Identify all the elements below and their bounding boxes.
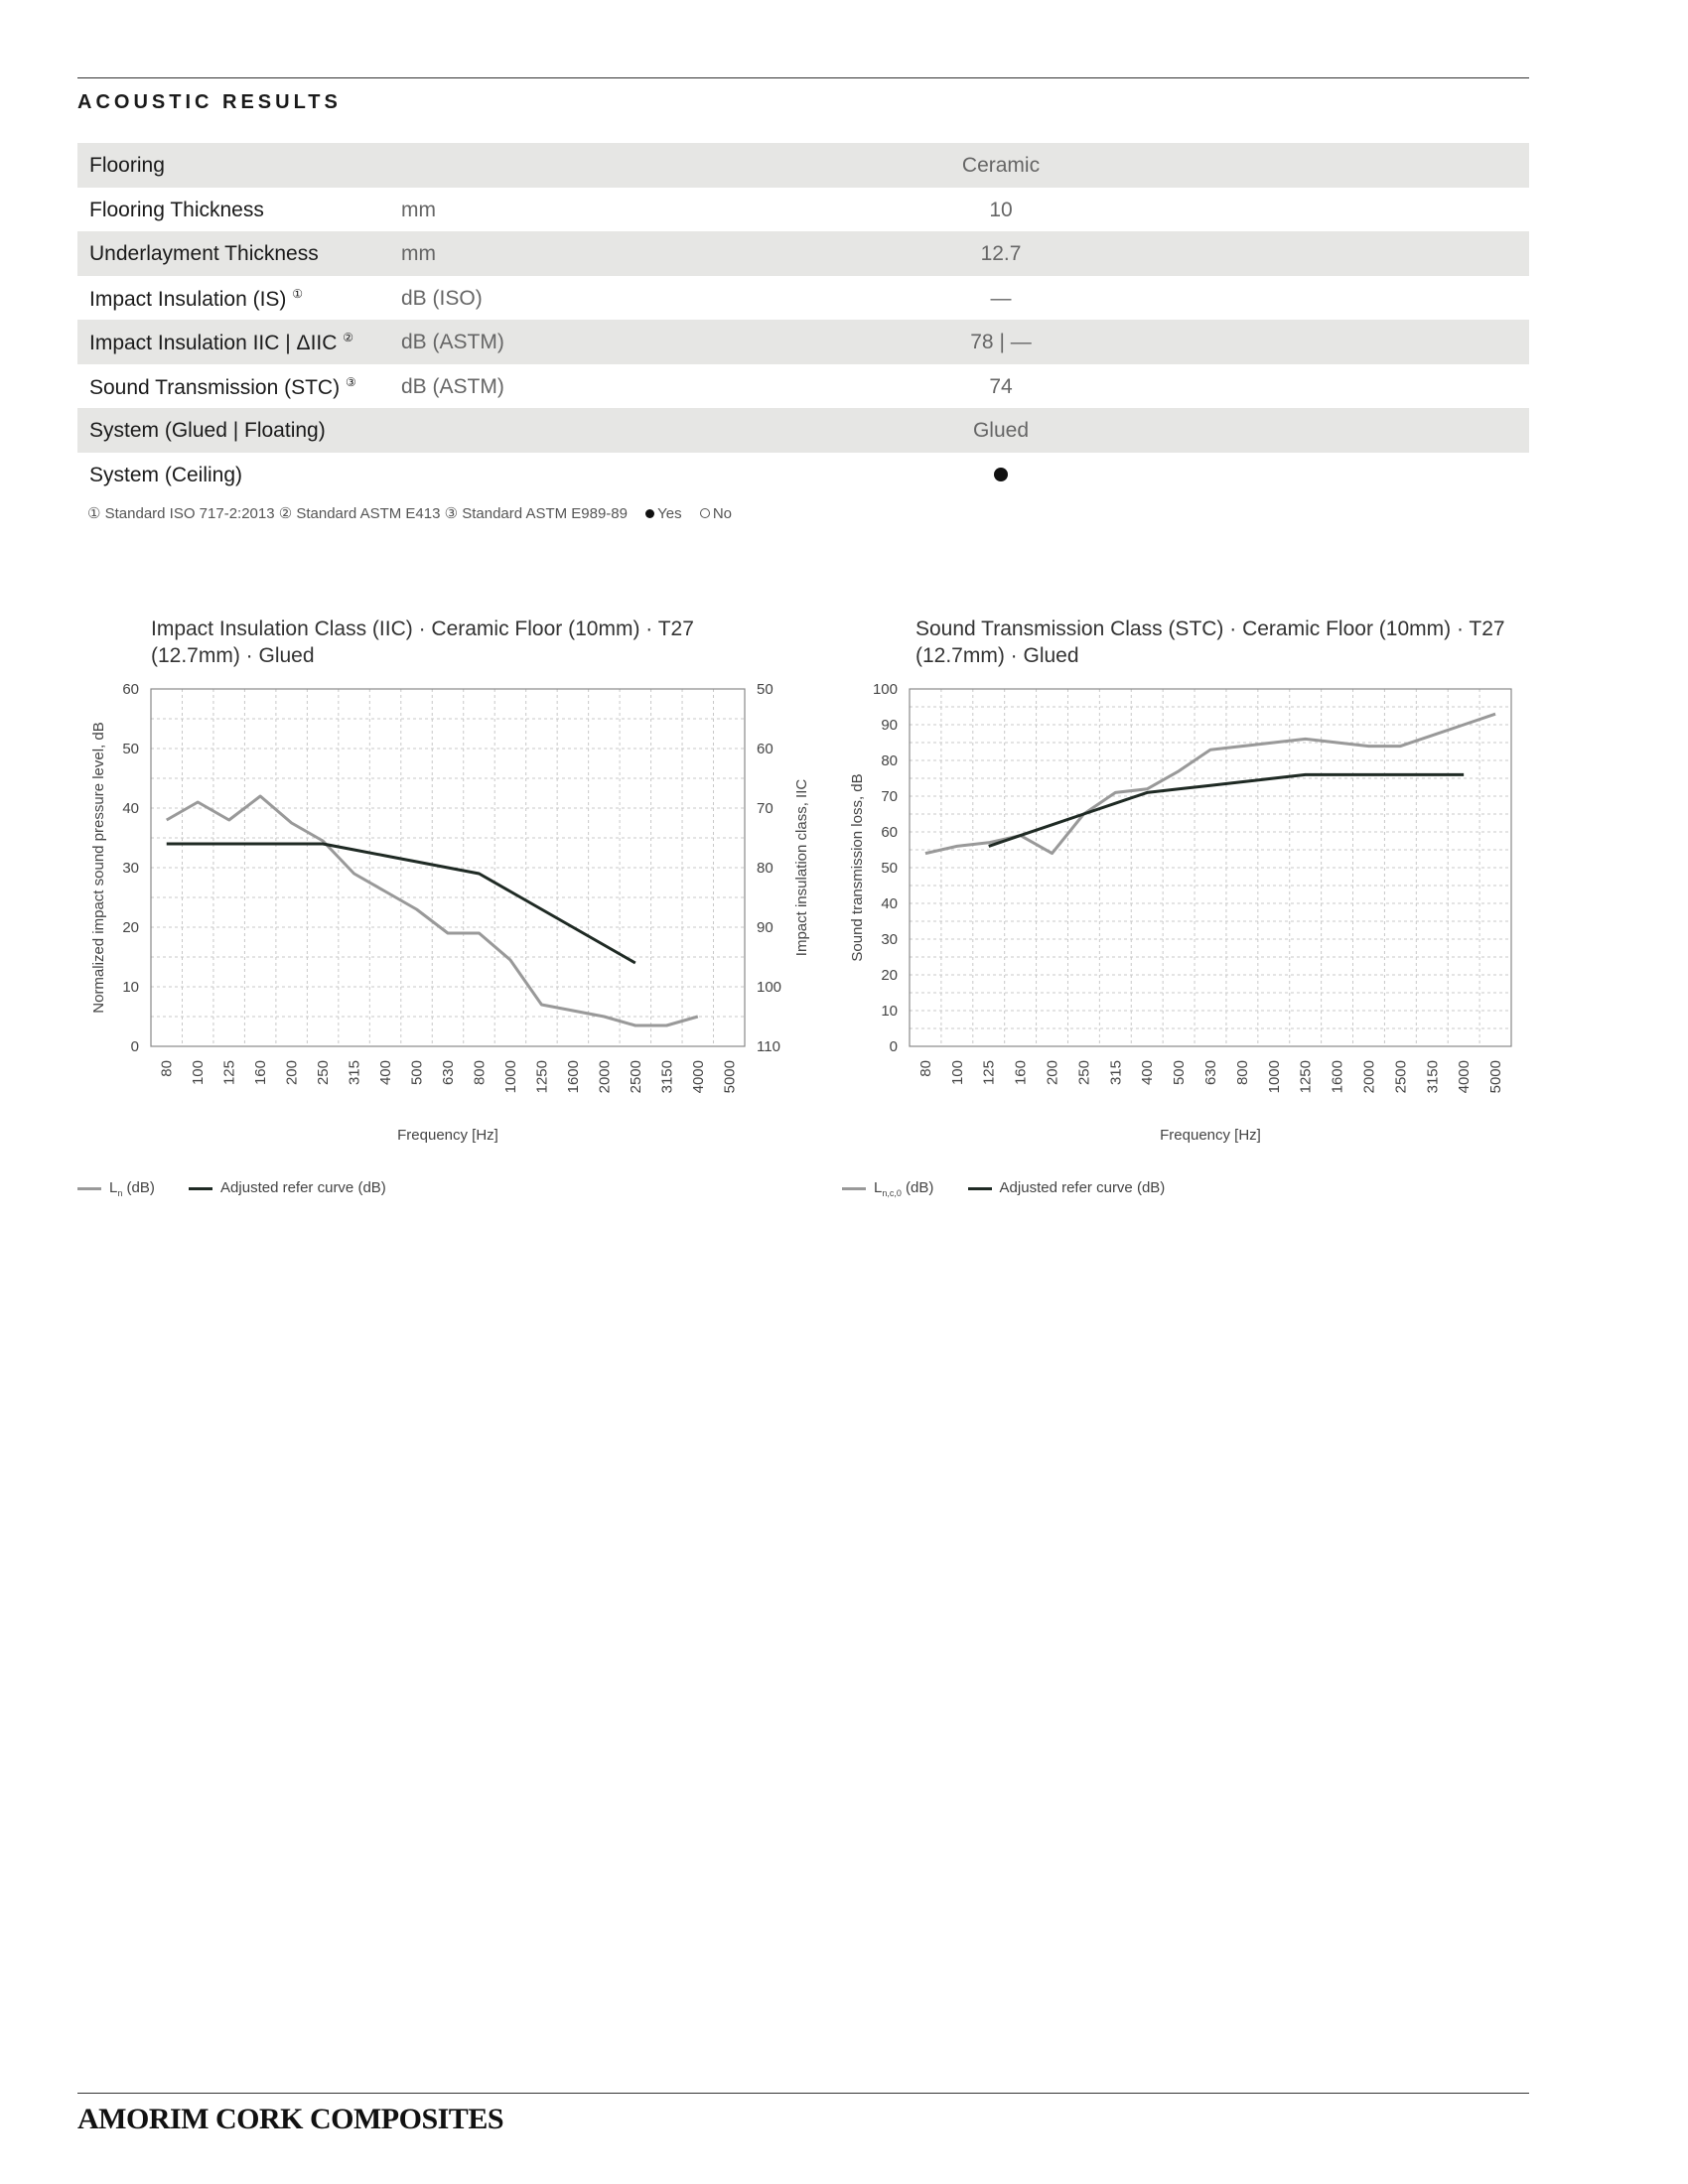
y-tick-label: 40 xyxy=(881,895,898,912)
legend-label: $L_{n,c,0}$ (dB) xyxy=(874,1179,934,1198)
x-axis-label: Frequency [Hz] xyxy=(397,1127,498,1144)
table-row xyxy=(77,276,1529,321)
footnote-marker: ② xyxy=(343,331,354,344)
row-unit: mm xyxy=(401,242,436,265)
x-tick-label: 80 xyxy=(158,1060,176,1077)
legend-swatch-ln xyxy=(842,1187,866,1190)
table-row xyxy=(77,453,1529,497)
row-unit: dB (ASTM) xyxy=(401,331,504,353)
acoustic-results-table xyxy=(77,143,1529,496)
brand-logo: AMORIM CORK COMPOSITES xyxy=(77,2103,504,2135)
y-right-tick-label: 60 xyxy=(757,741,774,757)
row-value xyxy=(921,464,1080,487)
y-right-tick-label: 90 xyxy=(757,919,774,936)
x-tick-label: 125 xyxy=(980,1060,998,1086)
x-tick-label: 500 xyxy=(1171,1060,1189,1086)
top-rule xyxy=(77,77,1529,78)
y-right-tick-label: 70 xyxy=(757,800,774,817)
y-tick-label: 30 xyxy=(122,860,139,877)
row-value: Ceramic xyxy=(961,154,1041,177)
iic-legend xyxy=(77,1179,386,1198)
row-unit: mm xyxy=(401,198,436,221)
row-value: Glued xyxy=(972,419,1030,442)
x-tick-label: 4000 xyxy=(1456,1060,1474,1094)
footnote-marker: ③ xyxy=(345,374,356,389)
y-tick-label: 20 xyxy=(881,967,898,984)
footnote xyxy=(87,504,732,522)
y-tick-label: 70 xyxy=(881,788,898,805)
stc-legend xyxy=(842,1179,1165,1198)
row-label: Flooring Thickness xyxy=(89,198,264,221)
x-tick-label: 1600 xyxy=(564,1060,582,1094)
x-tick-label: 5000 xyxy=(1487,1060,1505,1094)
x-tick-label: 800 xyxy=(1233,1060,1251,1086)
y-tick-label: 50 xyxy=(122,741,139,757)
x-tick-label: 630 xyxy=(440,1060,457,1086)
no-ring-icon xyxy=(700,508,710,518)
legend-label: Adjusted refer curve (dB) xyxy=(220,1179,386,1196)
chart-title-stc: Sound Transmission Class (STC) · Ceramic Floor (10mm) · T27 (12.7mm) · Glued xyxy=(915,617,1505,667)
footnote-no: No xyxy=(712,505,732,522)
yes-dot-icon xyxy=(994,468,1008,481)
table-row xyxy=(77,231,1529,276)
iic-chart xyxy=(60,675,810,1231)
x-tick-label: 3150 xyxy=(658,1060,676,1094)
x-tick-label: 2500 xyxy=(1392,1060,1410,1094)
y-tick-label: 10 xyxy=(881,1003,898,1020)
y-tick-label: 80 xyxy=(881,752,898,769)
y-right-tick-label: 110 xyxy=(757,1038,780,1055)
x-axis-label: Frequency [Hz] xyxy=(1160,1127,1261,1144)
table-row xyxy=(77,320,1529,364)
x-tick-label: 5000 xyxy=(721,1060,739,1094)
y-axis-label: Sound transmission loss, dB xyxy=(849,773,866,962)
y-right-tick-label: 80 xyxy=(757,860,774,877)
y-tick-label: 30 xyxy=(881,931,898,948)
row-unit: dB (ASTM) xyxy=(401,374,504,398)
row-label: Sound Transmission (STC) ③ xyxy=(89,374,356,399)
yes-dot-icon xyxy=(645,509,654,518)
x-tick-label: 160 xyxy=(252,1060,270,1086)
row-value: 78 | — xyxy=(970,331,1032,353)
y-axis-label: Normalized impact sound pressure level, dB xyxy=(90,722,107,1014)
row-label: Impact Insulation (IS) ① xyxy=(89,286,304,311)
x-tick-label: 200 xyxy=(283,1060,301,1086)
y-tick-label: 20 xyxy=(122,919,139,936)
x-tick-label: 80 xyxy=(916,1060,934,1077)
row-label: Flooring xyxy=(89,154,165,177)
y-right-tick-label: 100 xyxy=(757,979,782,996)
chart-title-iic: Impact Insulation Class (IIC) · Ceramic Floor (10mm) · T27 (12.7mm) · Glued xyxy=(151,617,694,667)
footnote-yes: Yes xyxy=(657,505,682,522)
legend-swatch-ref xyxy=(189,1187,212,1190)
table-row xyxy=(77,408,1529,453)
x-tick-label: 100 xyxy=(190,1060,208,1086)
x-tick-label: 250 xyxy=(315,1060,333,1086)
x-tick-label: 400 xyxy=(1139,1060,1157,1086)
legend-label: Adjusted refer curve (dB) xyxy=(999,1179,1166,1196)
y-tick-label: 50 xyxy=(881,860,898,877)
x-tick-label: 125 xyxy=(220,1060,238,1086)
y-tick-label: 0 xyxy=(889,1038,898,1055)
x-tick-label: 315 xyxy=(1107,1060,1125,1086)
x-tick-label: 1250 xyxy=(1297,1060,1315,1094)
row-label: System (Ceiling) xyxy=(89,463,243,486)
x-tick-label: 400 xyxy=(377,1060,395,1086)
x-tick-label: 1000 xyxy=(501,1060,519,1094)
table-row xyxy=(77,188,1529,232)
measured-series-line xyxy=(925,714,1495,853)
x-tick-label: 4000 xyxy=(689,1060,707,1094)
y-tick-label: 40 xyxy=(122,800,139,817)
x-tick-label: 250 xyxy=(1075,1060,1093,1086)
x-tick-label: 315 xyxy=(346,1060,363,1086)
row-value: 12.7 xyxy=(980,242,1022,265)
y-tick-label: 0 xyxy=(130,1038,139,1055)
row-value: — xyxy=(990,286,1012,310)
bottom-rule xyxy=(77,2093,1529,2094)
x-tick-label: 1600 xyxy=(1329,1060,1346,1094)
x-tick-label: 1000 xyxy=(1265,1060,1283,1094)
legend-swatch-ref xyxy=(968,1187,992,1190)
x-tick-label: 800 xyxy=(471,1060,489,1086)
legend-label: $L_n$ (dB) xyxy=(109,1179,155,1198)
y-tick-label: 90 xyxy=(881,717,898,734)
x-tick-label: 1250 xyxy=(533,1060,551,1094)
x-tick-label: 2000 xyxy=(1360,1060,1378,1094)
x-tick-label: 630 xyxy=(1202,1060,1219,1086)
x-tick-label: 500 xyxy=(408,1060,426,1086)
footnote-standards: ① Standard ISO 717-2:2013 ② Standard ASTM E413 ③ Standard ASTM E989-89 xyxy=(87,505,628,522)
y-tick-label: 10 xyxy=(122,979,139,996)
row-unit: dB (ISO) xyxy=(401,286,483,310)
footnote-marker: ① xyxy=(292,286,304,301)
y-tick-label: 100 xyxy=(872,681,898,698)
row-label: Impact Insulation IIC | ΔIIC ② xyxy=(89,331,354,354)
section-title: ACOUSTIC RESULTS xyxy=(77,91,342,113)
stc-chart xyxy=(834,675,1549,1231)
x-tick-label: 3150 xyxy=(1424,1060,1442,1094)
x-tick-label: 2500 xyxy=(627,1060,644,1094)
y-tick-label: 60 xyxy=(881,824,898,841)
x-tick-label: 200 xyxy=(1044,1060,1061,1086)
x-tick-label: 2000 xyxy=(596,1060,614,1094)
table-row xyxy=(77,143,1529,188)
x-tick-label: 160 xyxy=(1012,1060,1030,1086)
y-tick-label: 60 xyxy=(122,681,139,698)
legend-swatch-ln xyxy=(77,1187,101,1190)
table-row xyxy=(77,364,1529,409)
row-label: System (Glued | Floating) xyxy=(89,419,326,442)
x-tick-label: 100 xyxy=(948,1060,966,1086)
y-right-tick-label: 50 xyxy=(757,681,774,698)
row-value: 74 xyxy=(989,374,1013,398)
row-value: 10 xyxy=(989,198,1013,221)
y-right-axis-label: Impact insulation class, IIC xyxy=(793,778,810,957)
row-label: Underlayment Thickness xyxy=(89,242,319,265)
